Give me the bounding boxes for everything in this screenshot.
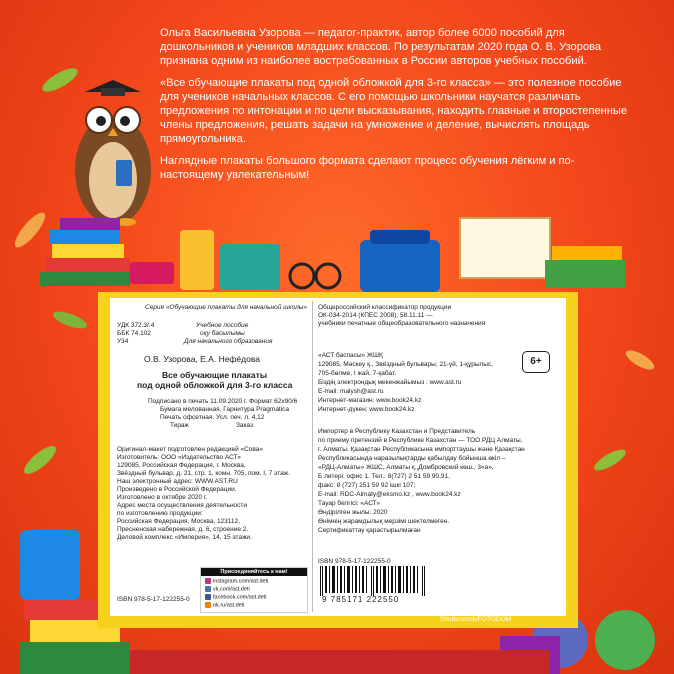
udk-code: УДК 372.3/.4 [117, 322, 155, 329]
publisher-line-3: 129085, Российская Федерация, г. Москва, [117, 462, 246, 469]
about-text [160, 26, 630, 190]
book-title-line-2: под одной обложкой для 3-го класса [137, 380, 293, 390]
about-closing-paragraph: Наглядные плакаты большого формата сделают процесс обучения лёгким и по-настоящему увлекательным! [160, 155, 575, 181]
author-code: У34 [117, 338, 129, 345]
authors: О.В. Узорова, Е.А. Нефёдова [144, 354, 260, 364]
barcode-digits: 9 785171 222550 [322, 595, 400, 604]
series-line: Серия «Обучающие плакаты для начальной школы» [145, 304, 308, 311]
certification: Сертификаттау қарастырылмаған [318, 527, 421, 534]
kz-publisher-name: «АСТ баспасы» ЖШҚ [318, 352, 383, 359]
image-credit-3: Shutterstock/FOTODOM [440, 616, 512, 623]
classifier-line-2: ОК-034-2014 (КПЕС 2008); 58.11.11 — [318, 312, 433, 319]
desk-objects-decoration [130, 218, 625, 292]
publisher-line-9: по изготовлению продукции: [117, 510, 203, 517]
isbn-right: ISBN 978-5-17-122255-0 [318, 558, 391, 565]
copyright-publisher: © ООО «Издательство АСТ», 2020 [440, 592, 545, 599]
shelf-life: Өнімнің жарамдылық мерзімі шектелмеген. [318, 518, 450, 525]
publisher-line-6: Произведено в Российской Федерации. [117, 486, 237, 493]
instagram-icon [205, 578, 211, 584]
importer-line-2: по приему претензий в Республике Казахстан — ТОО РДЦ Алматы, [318, 437, 523, 444]
isbn-left: ISBN 978-5-17-122255-0 [117, 596, 190, 603]
book-title-line-1: Все обучающие плакаты [162, 370, 268, 380]
publisher-line-2: Изготовитель: ООО «Издательство АСТ» [117, 454, 241, 461]
edition-type-kz: оқу басылымы [200, 330, 245, 337]
education-level: Для начального образования [184, 338, 273, 345]
publisher-line-1: Оригинал-макет подготовлен редакцией «Сова» [117, 446, 264, 453]
edition-type: Учебное пособие [196, 322, 249, 329]
social-link-vk[interactable]: vk.com/ast.deti [205, 586, 250, 593]
publisher-line-4: Звёздный бульвар, д. 21, стр. 1, комн. 705, пом. I, 7 этаж. [117, 470, 290, 477]
column-divider [312, 301, 313, 612]
print-run-label: Тираж [170, 422, 189, 429]
social-links-box [200, 567, 308, 613]
importer-line-5: «РДЦ-Алматы» ЖШС, Алматы қ.,Домбровский көш., 3«а», [318, 464, 494, 471]
bbk-code: ББК 74.102 [117, 330, 152, 337]
publisher-line-11: Пресненская набережная, д. 6, строение 2. [117, 526, 249, 533]
print-details-3: Печать офсетная. Усл. печ. л. 4,12 [160, 414, 265, 421]
production-year: Өндірілген жылы: 2020 [318, 509, 388, 516]
copyright-authors: © О.В. Узорова, Е.А. Нефёдова, 2020 [440, 584, 554, 591]
social-link-instagram[interactable]: instagram.com/ast.deti [205, 578, 268, 585]
online-shop-kz: Интернет-дүкен: www.book24.kz [318, 406, 415, 413]
age-rating-badge: 6+ [522, 351, 550, 373]
trademark-line: Тауар белгісі: «АСТ» [318, 500, 380, 507]
social-header: Присоединяйтесь к нам! [201, 568, 307, 576]
classifier-line-3: учебники печатные общеобразовательного назначения [318, 320, 486, 327]
print-details-2: Бумага мелованная. Гарнитура Pragmatica [160, 406, 290, 413]
publisher-line-8: Адрес места осуществления деятельности [117, 502, 248, 509]
about-author-paragraph: Ольга Васильевна Узорова — педагог-практик, автор более 6000 пособий для дошкольников и учеников младших классов. По результатам 2020 года О. В. Узорова признана одним из наиболее востребованных в России авторов учебных пособий. [160, 27, 602, 67]
importer-line-1: Импортер в Республику Казахстан и Представитель [318, 428, 476, 435]
about-book-paragraph: «Все обучающие плакаты под одной обложкой для 3-го класса» — это полезное пособие для учеников начальных классов. С его помощью школьники научатся различать предложения по интонации и по цели высказывания, находить главные и второстепенные члены предложения, решать задачи на умножение и деление, вычислять площадь прямоугольника. [160, 77, 628, 145]
email-line: E-mail: malysh@ast.ru [318, 388, 384, 395]
copyright-block [440, 584, 610, 624]
owl-illustration [75, 80, 151, 226]
importer-line-3: г. Алматы. Қазақстан Республикасына импорттаушы және Қазақстан [318, 446, 525, 453]
importer-line-4: Республикасында наразылықтарды қабылдау бойынша өкіл – [318, 455, 506, 462]
print-details-1: Подписано в печать 11.09.2020 г. Формат 62x90/6 [148, 398, 298, 405]
book-stack-left [40, 218, 130, 286]
importer-line-8: E-mail: RDC-Almaty@eksmo.kz , www.book24.kz [318, 491, 461, 498]
publisher-line-5: Наш электронный адрес: WWW.AST.RU [117, 478, 238, 485]
social-link-ok[interactable]: ok.ru/ast.deti [205, 602, 245, 609]
ok-icon [205, 602, 211, 608]
kz-address-1: 129085, Мәскеу қ., Звёздный бульвары, 21-үй, 1-құрылыс, [318, 361, 494, 368]
image-credit-2: предоставленные фотобанком [440, 608, 533, 615]
image-credit-1: В оформлении использованы материалы, [440, 600, 568, 607]
kz-website: Біздің электрондық мекенжайымыз : www.ast.ru [318, 379, 462, 386]
kz-address-2: 705-бөлме, I жай, 7-қабат. [318, 370, 396, 377]
publisher-line-7: Изготовлено в октябре 2020 г. [117, 494, 208, 501]
order-label: Заказ [236, 422, 254, 429]
classifier-line-1: Общероссийский классификатор продукции [318, 304, 452, 311]
online-shop-ru: Интернет-магазин: www.book24.kz [318, 397, 422, 404]
social-link-facebook[interactable]: facebook.com/ast.deti [205, 594, 267, 601]
vk-icon [205, 586, 211, 592]
facebook-icon [205, 594, 211, 600]
importer-line-6: Б литері, офис 1. Тел.: 8(727) 2 51 59 90,91, [318, 473, 450, 480]
publisher-line-10: Российская Федерация, Москва, 123112, [117, 518, 240, 525]
publisher-line-12: Деловой комплекс «Империя», 14, 15 этажи. [117, 534, 252, 541]
importer-line-7: факс: 8 (727) 251 59 92 ішкі 107; [318, 482, 416, 489]
